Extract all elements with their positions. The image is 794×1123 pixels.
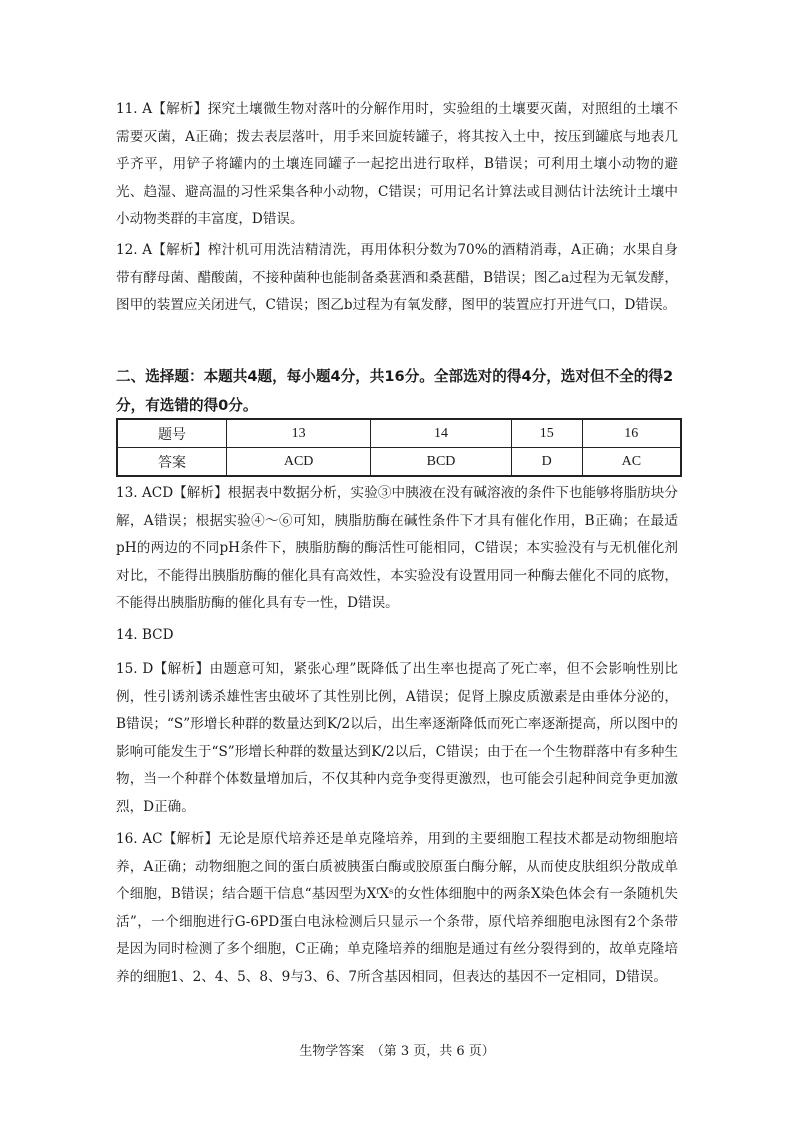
answer-item-15 [116,656,678,821]
table-cell: 15 [511,419,582,448]
answer-item-12 [116,237,678,320]
section-heading: 二、选择题：本题共4题，每小题4分，共16分。全部选对的得4分，选对但不全的得2分，有选错的得0分。 [116,368,674,414]
page-footer: 生物学答案 （第 3 页，共 6 页） [299,1044,495,1059]
table-cell: 13 [227,419,371,448]
answer-item-11 [116,96,678,234]
table-cell: 题号 [117,419,227,448]
answer-text: 14. BCD [116,627,174,643]
table-row [117,448,681,477]
table-cell: 16 [582,419,681,448]
answer-text: 13. ACD【解析】根据表中数据分析，实验③中胰液在没有碱溶液的条件下也能够将脂肪块分解，A错误；根据实验④～⑥可知，胰脂肪酶在碱性条件下才具有催化作用，B正确；在最适pH的两边的不同pH条件下，胰脂肪酶的酶活性可能相同，C错误；本实验没有与无机催化剂对比，不能得出胰脂肪酶的催化具有高效性，本实验没有设置用同一种酶去催化不同的底物，不能得出胰脂肪酶的催化具有专一性，D错误。 [116,485,678,611]
answer-text: 16. AC【解析】无论是原代培养还是单克隆培养，用到的主要细胞工程技术都是动物细胞培养，A正确；动物细胞之间的蛋白质被胰蛋白酶或胶原蛋白酶分解，从而使皮肤组织分散成单个细胞，B错误；结合题干信息“基因型为XᶠXˢ的女性体细胞中的两条X染色体会有一条随机失活”，一个细胞进行G-6PD蛋白电泳检测后只显示一个条带，原代培养细胞电泳图有2个条带是因为同时检测了多个细胞，C正确；单克隆培养的细胞是通过有丝分裂得到的，故单克隆培养的细胞1、2、4、5、8、9与3、6、7所含基因相同，但表达的基因不一定相同，D错误。 [116,831,678,985]
table-cell: 答案 [117,448,227,477]
answer-item-16 [116,826,678,991]
answer-item-13 [116,480,678,618]
table-cell: ACD [227,448,371,477]
table-row [117,419,681,448]
answer-text: 12. A【解析】榨汁机可用洗洁精清洗，再用体积分数为70%的酒精消毒，A正确；水果自身带有酵母菌、醋酸菌，不接种菌种也能制备桑葚酒和桑葚醋，B错误；图乙a过程为无氧发酵，图甲的装置应关闭进气，C错误；图乙b过程为有氧发酵，图甲的装置应打开进气口，D错误。 [116,242,678,313]
table-cell: AC [582,448,681,477]
table-cell: 14 [371,419,512,448]
answer-table [116,418,682,477]
answer-text: 11. A【解析】探究土壤微生物对落叶的分解作用时，实验组的土壤要灭菌，对照组的土壤不需要灭菌，A正确；拨去表层落叶，用手来回旋转罐子，将其按入土中，按压到罐底与地表几乎齐平，用铲子将罐内的土壤连同罐子一起挖出进行取样，B错误；可利用土壤小动物的避光、趋湿、避高温的习性采集各种小动物，C错误；可用记名计算法或目测估计法统计土壤中小动物类群的丰富度，D错误。 [116,101,678,227]
table-cell: D [511,448,582,477]
answer-item-14 [116,622,678,650]
table-cell: BCD [371,448,512,477]
answer-text: 15. D【解析】由题意可知，紧张心理”既降低了出生率也提高了死亡率，但不会影响性别比例，性引诱剂诱杀雄性害虫破坏了其性别比例，A错误；促肾上腺皮质激素是由垂体分泌的，B错误；“S”形增长种群的数量达到K/2以后，出生率逐渐降低而死亡率逐渐提高，所以图中的影响可能发生于“S”形增长种群的数量达到K/2以后，C错误；由于在一个生物群落中有多种生物，当一个种群个体数量增加后，不仅其种内竞争变得更激烈，也可能会引起种间竞争更加激烈，D正确。 [116,661,678,815]
